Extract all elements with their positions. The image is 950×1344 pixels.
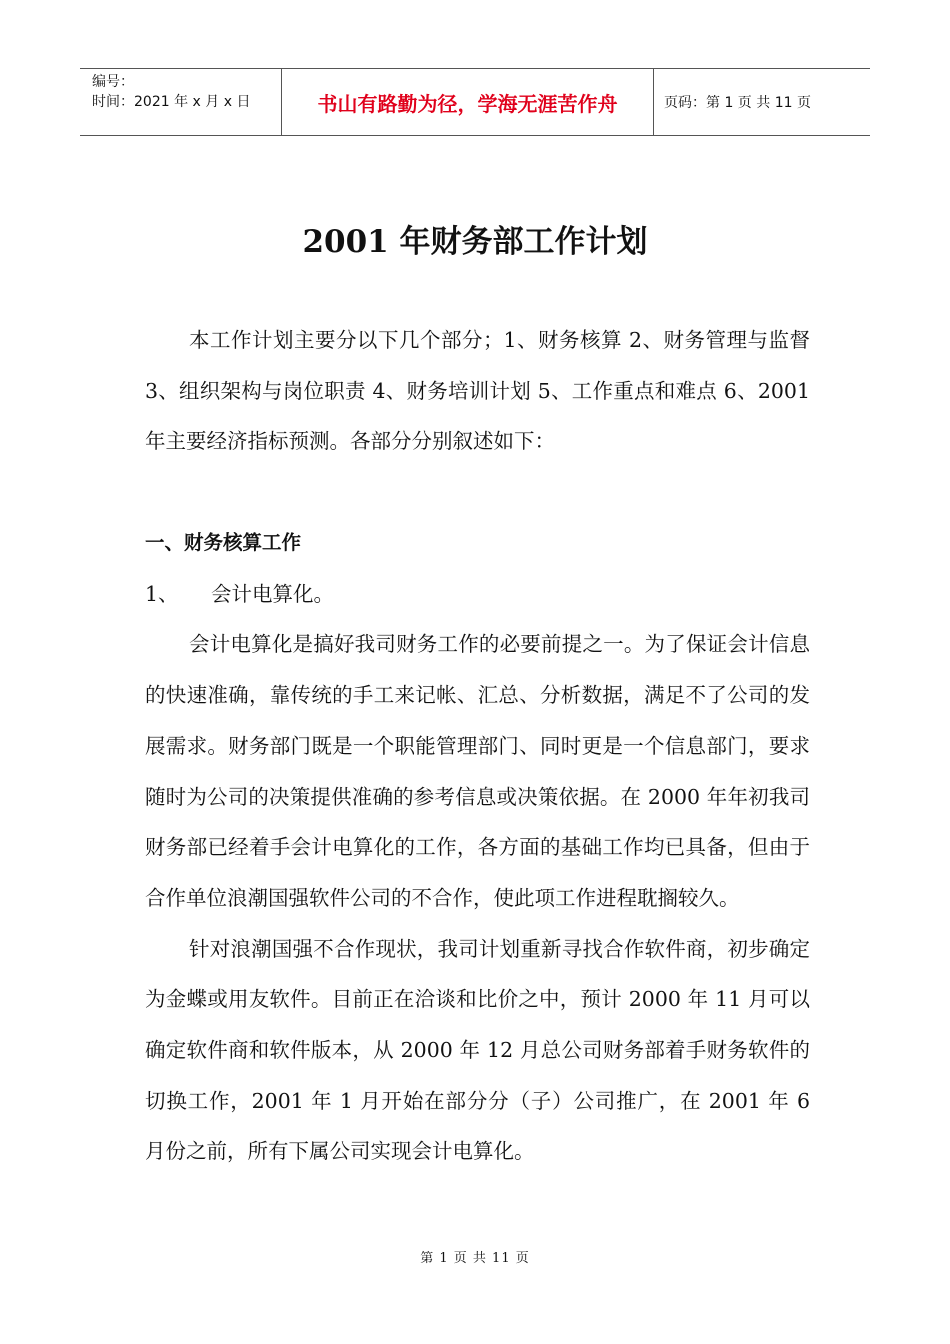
header-page-info: 页码：第 1 页 共 11 页: [664, 95, 811, 111]
document-title: 2001 年财务部工作计划: [302, 224, 648, 260]
intro-paragraph: 本工作计划主要分以下几个部分；1、财务核算 2、财务管理与监督 3、组织架构与岗位职责 4、财务培训计划 5、工作重点和难点 6、2001 年主要经济指标预测。各部分分别叙述如下：: [145, 328, 810, 454]
header-meta-cell: [80, 69, 281, 135]
list-item-computerization: [145, 569, 810, 620]
body-paragraph-1: 会计电算化是搞好我司财务工作的必要前提之一。为了保证会计信息的快速准确，靠传统的手工来记帐、汇总、分析数据，满足不了公司的发展需求。财务部门既是一个职能管理部门、同时更是一个信息部门，要求随时为公司的决策提供准确的参考信息或决策依据。在 2000 年年初我司财务部已经着手会计电算化的工作，各方面的基础工作均已具备，但由于合作单位浪潮国强软件公司的不合作，使此项工作进程耽搁较久。: [145, 632, 810, 910]
page-footer: 第 1 页 共 11 页: [420, 1251, 530, 1266]
list-item-number: 1、: [145, 581, 179, 606]
body-paragraph-2: 针对浪潮国强不合作现状，我司计划重新寻找合作软件商，初步确定为金蝶或用友软件。目前正在洽谈和比价之中，预计 2000 年 11 月可以确定软件商和软件版本，从 2000 年 12 月总公司财务部着手财务软件的切换工作，2001 年 1 月开始在部分分（子）公司推广，在 2001 年 6 月份之前，所有下属公司实现会计电算化。: [145, 936, 810, 1164]
document-number-label: 编号：: [92, 74, 134, 90]
section-financial-accounting: [145, 518, 810, 1177]
section-heading: 一、财务核算工作: [145, 531, 302, 554]
document-date-label: 时间：2021 年 x 月 x 日: [92, 94, 251, 110]
header-table: [80, 68, 870, 136]
header-motto: 书山有路勤为径，学海无涯苦作舟: [281, 69, 654, 135]
intro-section: [145, 315, 810, 467]
list-item-label: 会计电算化。: [211, 581, 334, 606]
